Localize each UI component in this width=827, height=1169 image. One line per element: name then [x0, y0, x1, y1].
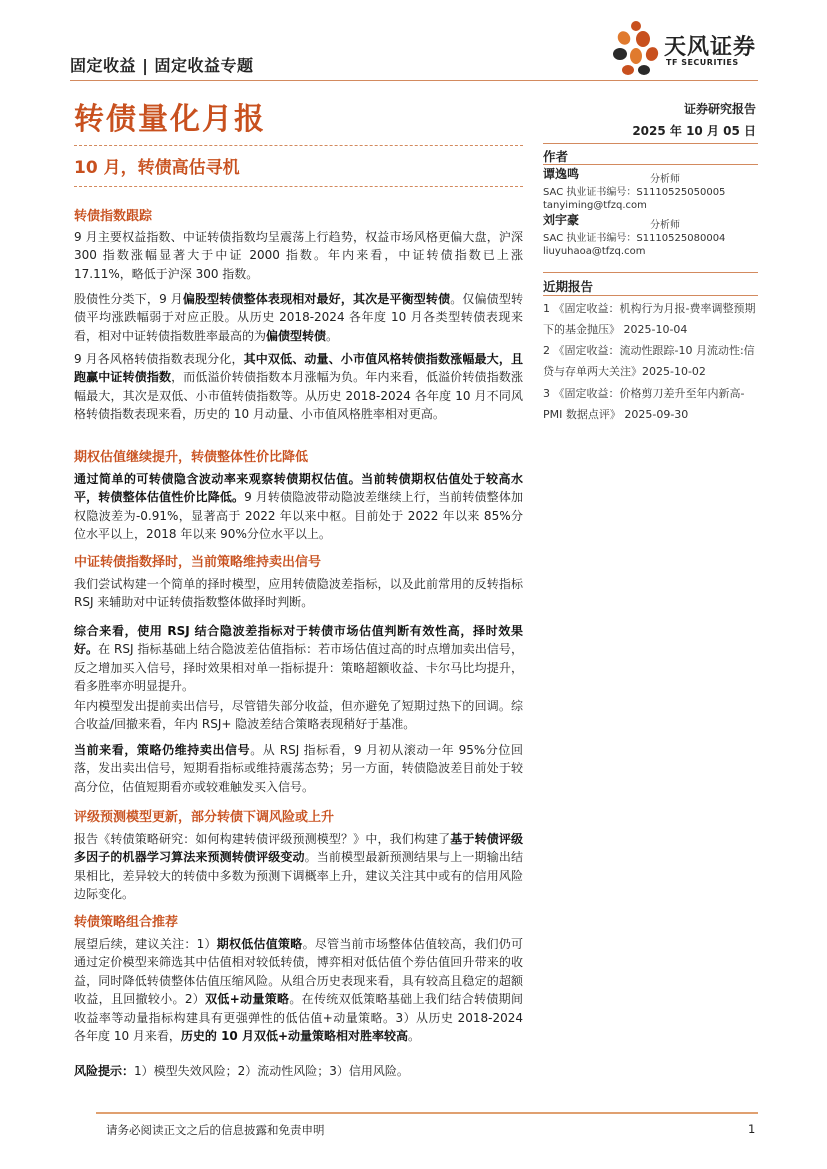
paragraph: 我们尝试构建一个简单的择时模型，应用转债隐波差指标，以及此前常用的反转指标 RSJ 来辅助对中证转债指数整体做择时判断。 — [74, 577, 523, 610]
paragraph: 综合来看，使用 RSJ 结合隐波差指标对于转债市场估值判断有效性高，择时效果好。在 RSJ 指标基础上结合隐波差估值指标：若市场估值过高的时点增加卖出信号，反之增加买入信号，择时效果相对单一指标提升：策略超额收益、卡尔马比均提升，看多胜率亦明显提升。 — [74, 624, 523, 694]
logo-text-en: TF SECURITIES — [666, 58, 739, 67]
authors-rule — [543, 164, 758, 165]
report-title: 转债量化月报 — [74, 102, 266, 137]
section-heading-strategy: 转债策略组合推荐 — [74, 915, 179, 930]
author-name: 谭逸鸣 — [543, 167, 580, 181]
paragraph: 通过简单的可转债隐含波动率来观察转债期权估值。当前转债期权估值处于较高水平，转债整体估值性价比降低。9 月转债隐波带动隐波差继续上行，当前转债整体加权隐波差为-0.91%，显著高于 2022 年以来中枢。目前处于 2022 年以来 85%分位水平以上，2018 年以来 90%分位水平以上。 — [74, 472, 523, 542]
author-email[interactable]: liuyuhaoa@tfzq.com — [543, 246, 646, 257]
logo-text-cn: 天风证券 — [664, 35, 757, 60]
author-name: 刘宇豪 — [543, 213, 580, 227]
paragraph: 当前来看，策略仍维持卖出信号。从 RSJ 指标看，9 月初从滚动一年 95%分位回落，发出卖出信号，短期看指标或维持震荡态势；另一方面，转债隐波差目前处于较高分位，估值短期看亦或较难触发买入信号。 — [74, 743, 523, 794]
page-number: 1 — [748, 1122, 756, 1136]
paragraph: 9 月各风格转债指数表现分化，其中双低、动量、小市值风格转债指数涨幅最大，且跑赢中证转债指数，而低溢价转债指数本月涨幅为负。年内来看，低溢价转债指数涨幅最大，其次是双低、小市值转债指数等。从历史 2018-2024 各年度 10 月不同风格转债指数表现来看，历史的 10 月动量、小市值风格胜率相对更高。 — [74, 352, 523, 422]
author-role: 分析师 — [650, 220, 680, 231]
recent-heading: 近期报告 — [543, 279, 594, 294]
sidebar-rule-top — [543, 143, 758, 144]
recent-report-item[interactable]: 1 《固定收益：机构行为月报-费率调整预期下的基金抛压》 2025-10-04 — [543, 302, 756, 336]
paragraph: 9 月主要权益指数、中证转债指数均呈震荡上行趋势，权益市场风格更偏大盘，沪深 300 指数涨幅显著大于中证 2000 指数。年内来看，中证转债指数已上涨 17.11%，略低于沪深 300 指数。 — [74, 230, 523, 281]
header-rule — [70, 80, 758, 81]
section-heading-timing: 中证转债指数择时，当前策略维持卖出信号 — [74, 555, 322, 570]
author-role: 分析师 — [650, 174, 680, 185]
author-cert: SAC 执业证书编号：S1110525080004 — [543, 233, 726, 244]
report-subtitle: 10 月，转债高估寻机 — [74, 158, 240, 178]
subtitle-rule — [74, 186, 523, 187]
report-type: 证券研究报告 — [683, 102, 756, 116]
paragraph: 展望后续，建议关注：1）期权低估值策略。尽管当前市场整体估值较高，我们仍可通过定价模型来筛选其中估值相对较低转债，博弈相对低估值个券估值回升带来的收益，同时降低转债整体估值压缩风险。从组合历史表现来看，具有较高且稳定的超额收益，且回撤较小。2）双低+动量策略。在传统双低策略基础上我们结合转债期间收益率等动量指标构建具有更强弹性的低估值+动量策略。3）从历史 2018-2024 各年度 10 月来看，历史的 10 月双低+动量策略相对胜率较高。 — [74, 937, 523, 1044]
footer-disclaimer[interactable]: 请务必阅读正文之后的信息披露和免责申明 — [106, 1123, 325, 1137]
section-heading-valuation: 期权估值继续提升，转债整体性价比降低 — [74, 450, 309, 465]
recent-report-item[interactable]: 3 《固定收益：价格剪刀差升至年内新高-PMI 数据点评》 2025-09-30 — [543, 387, 745, 421]
author-cert: SAC 执业证书编号：S1110525050005 — [543, 187, 726, 198]
logo-mark-icon — [610, 16, 662, 78]
section-heading-rating: 评级预测模型更新，部分转债下调风险或上升 — [74, 810, 335, 825]
recent-rule — [543, 295, 758, 296]
title-rule — [74, 145, 523, 146]
recent-rule-top — [543, 272, 758, 273]
risk-warning: 风险提示：1）模型失效风险；2）流动性风险；3）信用风险。 — [74, 1064, 409, 1078]
recent-report-item[interactable]: 2 《固定收益：流动性跟踪-10 月流动性:信贷与存单两大关注》2025-10-02 — [543, 344, 755, 378]
section-heading-index: 转债指数跟踪 — [74, 209, 153, 224]
author-email[interactable]: tanyiming@tfzq.com — [543, 200, 647, 211]
footer-rule — [96, 1112, 758, 1114]
paragraph: 年内模型发出提前卖出信号，尽管错失部分收益，但亦避免了短期过热下的回调。综合收益/回撤来看，年内 RSJ+ 隐波差结合策略表现稍好于基准。 — [74, 699, 523, 732]
paragraph: 股债性分类下，9 月偏股型转债整体表现相对最好，其次是平衡型转债。仅偏债型转债平均涨跌幅弱于对应正股。从历史 2018-2024 各年度 10 月各类型转债表现来看，相对中证转债指数胜率最高的为偏债型转债。 — [74, 292, 523, 343]
report-date: 2025 年 10 月 05 日 — [632, 124, 756, 138]
report-category: 固定收益 | 固定收益专题 — [70, 56, 254, 75]
authors-heading: 作者 — [543, 149, 569, 164]
paragraph: 报告《转债策略研究：如何构建转债评级预测模型？》中，我们构建了基于转债评级多因子的机器学习算法来预测转债评级变动。当前模型最新预测结果与上一期输出结果相比，差异较大的转债中多数为预测下调概率上升，建议关注其中或有的信用风险边际变化。 — [74, 832, 523, 902]
